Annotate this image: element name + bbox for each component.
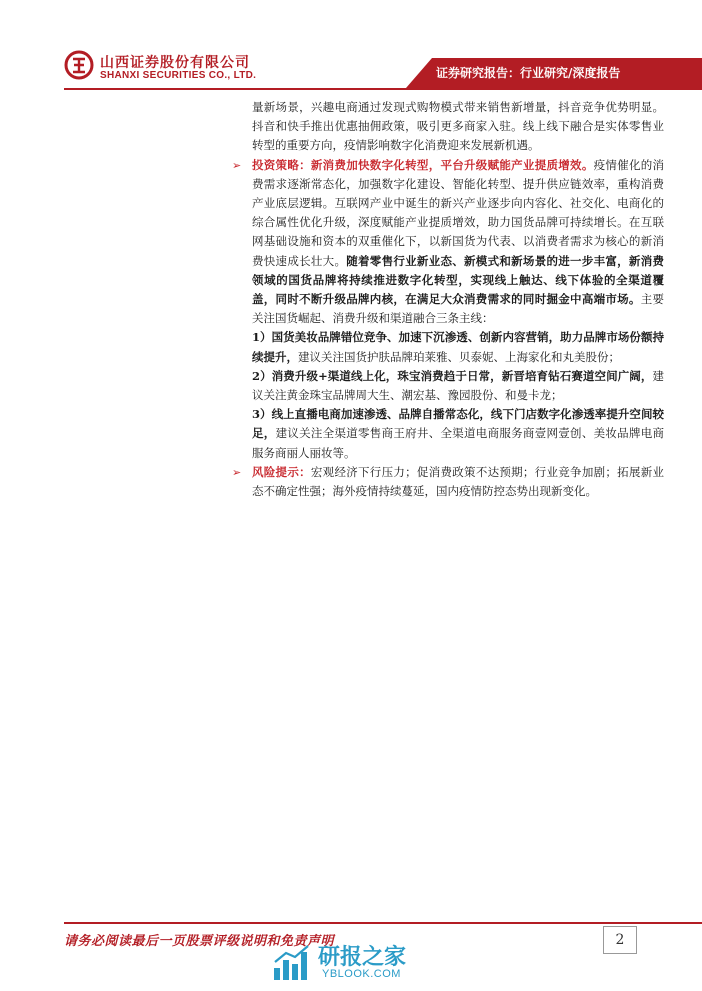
report-body (232, 98, 665, 501)
main-line-3 (252, 405, 664, 463)
continuation-paragraph: 量新场景，兴趣电商通过发现式购物模式带来销售新增量，抖音竞争优势明显。抖音和快手推出优惠抽佣政策，吸引更多商家入驻。线上线下融合是实体零售业转型的重要方向，疫情影响数字化消费迎来发展新机遇。 (252, 100, 664, 153)
arrow-bullet-icon: ➢ (232, 465, 242, 479)
footer-disclaimer: 请务必阅读最后一页股票评级说明和免责声明 (64, 934, 335, 949)
main-line-3-text: 建议关注全渠道零售商王府井、全渠道电商服务商壹网壹创、美妆品牌电商服务商丽人丽妆等。 (252, 426, 664, 460)
main-line-2-text: 建议关注黄金珠宝品牌周大生、潮宏基、豫园股份、和曼卡龙； (252, 368, 664, 403)
main-line-1-text: 建议关注国货护肤品牌珀莱雅、贝泰妮、上海家化和丸美股份； (298, 349, 620, 364)
main-line-1 (252, 328, 664, 366)
strategy-heading: 投资策略：新消费加快数字化转型，平台升级赋能产业提质增效。 (252, 157, 594, 172)
strategy-bold-text: 随着零售行业新业态、新模式和新场景的进一步丰富，新消费领域的国货品牌将持续推进数字化转型，实现线上触达、线下体验的全渠道覆盖，同时不断升级品牌内核，在满足大众消费需求的同时掘金中高端市场。 (252, 253, 664, 307)
risk-text: 宏观经济下行压力；促消费政策不达预期；行业竞争加剧；拓展新业态不确定性强；海外疫情持续蔓延，国内疫情防控态势出现新变化。 (252, 464, 665, 499)
main-line-2-bold: 2）消费升级+渠道线上化，珠宝消费趋于日常，新晋培育钻石赛道空间广阔， (252, 368, 653, 383)
bar-chart-icon (272, 944, 312, 982)
main-line-3-bold: 3）线上直播电商加速渗透、品牌自播常态化，线下门店数字化渗透率提升空间较足， (252, 407, 664, 441)
watermark (272, 940, 452, 986)
strategy-text-2: 主要关注国货崛起、消费升级和渠道融合三条主线： (252, 292, 664, 326)
report-type-label: 证券研究报告：行业研究/深度报告 (436, 66, 621, 80)
page-header (0, 0, 702, 96)
strategy-text-1: 疫情催化的消费需求逐渐常态化，加强数字化建设、智能化转型、提升供应链效率，重构消费产业底层逻辑。互联网产业中诞生的新兴产业逐步向内容化、社交化、电商化的综合属性优化升级，深度赋能产业提质增效，助力国货品牌可持续增长。在互联网基础设施和资本的双重催化下，以新国货为代表、以消费者需求为核心的新消费快速成长壮大。 (252, 157, 665, 268)
watermark-text-en: YBLOOK.COM (322, 968, 401, 980)
main-line-1-bold: 1）国货美妆品牌错位竞争、加速下沉渗透、创新内容营销，助力品牌市场份额持续提升， (252, 330, 664, 364)
watermark-text-cn: 研报之家 (318, 945, 407, 970)
company-logo-icon (64, 50, 94, 80)
main-line-2 (252, 367, 664, 405)
risk-heading: 风险提示： (252, 464, 311, 479)
page-number: 2 (603, 926, 637, 954)
strategy-paragraph (232, 156, 665, 329)
header-divider (64, 88, 702, 90)
company-name-cn: 山西证券股份有限公司 (100, 55, 250, 71)
risk-paragraph (232, 463, 665, 501)
company-name-en: SHANXI SECURITIES CO., LTD. (100, 70, 257, 81)
footer-divider (64, 922, 702, 924)
arrow-bullet-icon: ➢ (232, 158, 242, 172)
